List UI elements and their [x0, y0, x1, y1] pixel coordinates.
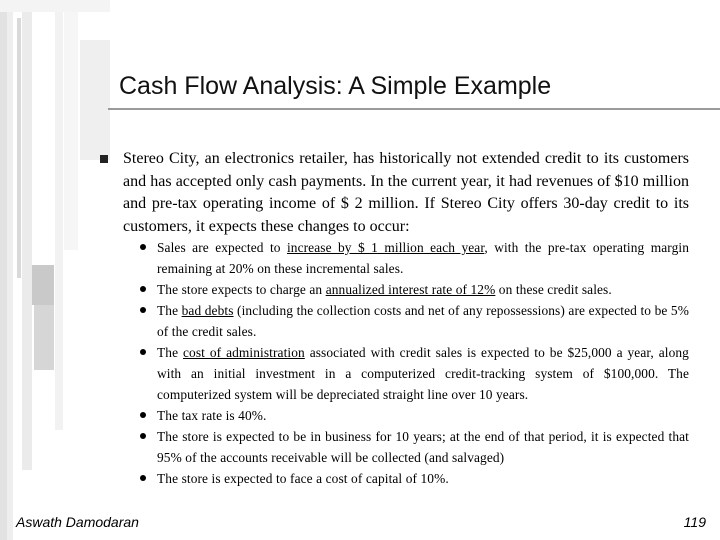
bullet-dot-icon: [140, 433, 146, 439]
decorative-bar: [55, 0, 63, 430]
list-item: [138, 279, 689, 300]
slide-title: Cash Flow Analysis: A Simple Example: [119, 72, 552, 100]
bullet-dot-icon: [140, 475, 146, 481]
decorative-bar: [0, 0, 7, 540]
underlined-text: increase by $ 1 million each year: [286, 240, 485, 255]
list-item: [138, 342, 689, 405]
item-text: on these credit sales.: [495, 282, 612, 297]
footer-author: Aswath Damodaran: [16, 514, 139, 530]
page-number: 119: [683, 514, 706, 530]
decorative-bar: [7, 0, 13, 540]
assumption-list: [138, 237, 689, 489]
item-text: , with the pre-tax operating margin remaining at 20% on these incremental sales.: [157, 240, 689, 276]
list-item: [138, 405, 689, 426]
decorative-bar: [80, 40, 110, 160]
square-bullet-icon: [100, 155, 108, 163]
bullet-dot-icon: [140, 412, 146, 418]
item-text: associated with credit sales is expected to be $25,000 a year, along with an initial investment in a computerized credit-tracking system of $100,000. The computerized system will be depreciated straight line over 10 years.: [157, 345, 689, 402]
item-text: The store is expected to face a cost of capital of 10%.: [157, 471, 449, 486]
decorative-bar: [0, 0, 110, 12]
item-text: The: [157, 345, 183, 360]
item-text: Sales are expected to: [157, 240, 287, 255]
underlined-text: annualized interest rate of 12%: [325, 282, 496, 297]
list-item: [138, 237, 689, 279]
item-text: The store is expected to be in business for 10 years; at the end of that period, it is expected that 95% of the accounts receivable will be collected (and salvaged): [157, 429, 689, 465]
item-text: (including the collection costs and net of any repossessions) are expected to be 5% of the credit sales.: [157, 303, 689, 339]
underlined-text: cost of administration: [183, 345, 305, 360]
item-text: The: [157, 303, 182, 318]
bullet-dot-icon: [140, 244, 146, 250]
list-item: [138, 468, 689, 489]
bullet-dot-icon: [140, 349, 146, 355]
list-item: [138, 426, 689, 468]
item-text: The store expects to charge an: [157, 282, 326, 297]
decorative-bar: [22, 0, 32, 470]
decorative-bar: [34, 305, 54, 370]
title-divider: [108, 108, 720, 110]
bullet-dot-icon: [140, 286, 146, 292]
decorative-bar: [17, 18, 21, 278]
main-paragraph: Stereo City, an electronics retailer, has historically not extended credit to its customers and has accepted only cash payments. In the current year, it had revenues of $10 million and pre-tax operating income of $ 2 million. If Stereo City offers 30-day credit to its customers, it expects these changes to occur:: [123, 150, 689, 235]
bullet-dot-icon: [140, 307, 146, 313]
decorative-bar: [32, 265, 54, 305]
item-text: The tax rate is 40%.: [157, 408, 267, 423]
underlined-text: bad debts: [181, 303, 234, 318]
decorative-bar: [64, 0, 78, 250]
list-item: [138, 300, 689, 342]
